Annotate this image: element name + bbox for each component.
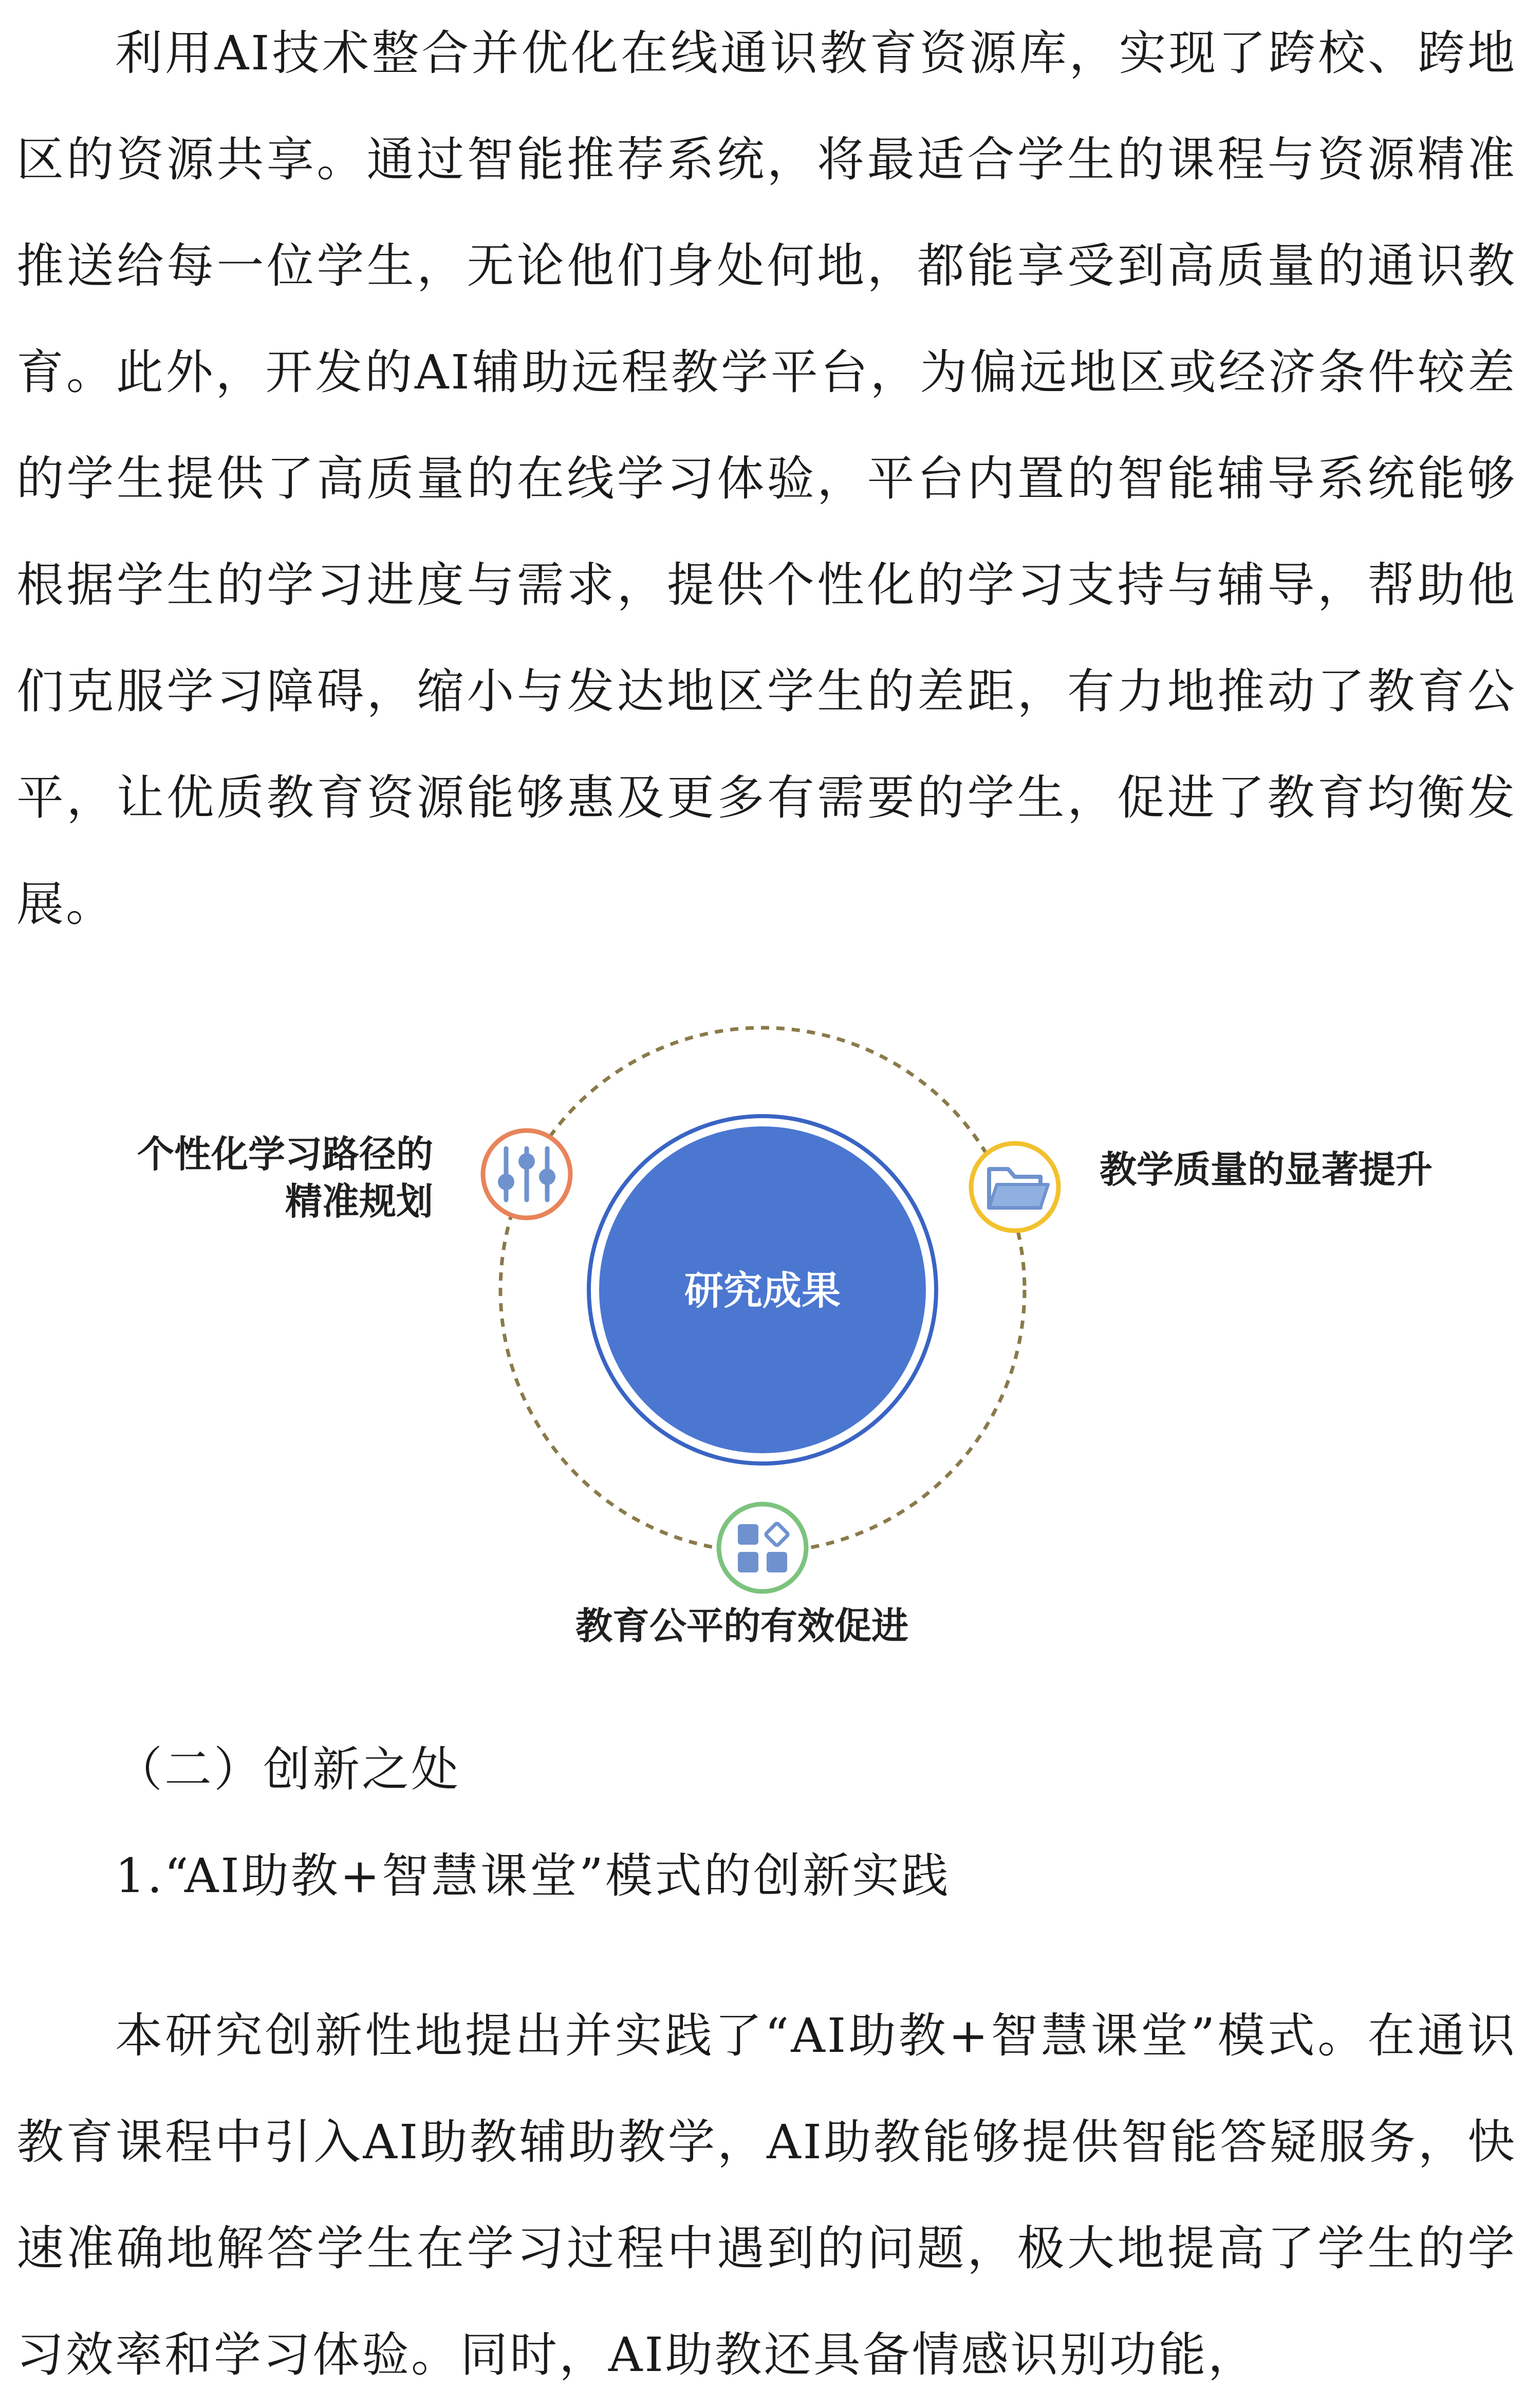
section-heading: （二）创新之处 bbox=[115, 1742, 461, 1797]
label-teaching-quality: 教学质量的显著提升 bbox=[1100, 1148, 1433, 1191]
body-paragraph-2: 本研究创新性地提出并实践了“AI助教+智慧课堂”模式。在通识教育课程中引入AI助教辅助教学，AI助教能够提供智能答疑服务，快速准确地解答学生在学习过程中遇到的问题，极大地提高了学生的学习效率和学习体验。同时，AI助教还具备情感识别功能， bbox=[16, 2008, 1517, 2382]
center-label: 研究成果 bbox=[684, 1268, 841, 1313]
label-personalized-learning-path bbox=[137, 1131, 433, 1225]
body-paragraph-1: 利用AI技术整合并优化在线通识教育资源库，实现了跨校、跨地区的资源共享。通过智能推荐系统，将最适合学生的课程与资源精准推送给每一位学生，无论他们身处何地，都能享受到高质量的通识教育。此外，开发的AI辅助远程教学平台，为偏远地区或经济条件较差的学生提供了高质量的在线学习体验，平台内置的智能辅导系统能够根据学生的学习进度与需求，提供个性化的学习支持与辅导，帮助他们克服学习障碍，缩小与发达地区学生的差距，有力地推动了教育公平，让优质教育资源能够惠及更多有需要的学生，促进了教育均衡发展。 bbox=[16, 26, 1517, 932]
app-grid-icon bbox=[719, 1504, 806, 1591]
research-results-diagram bbox=[0, 976, 1525, 1670]
sub-heading: 1.“AI助教+智慧课堂”模式的创新实践 bbox=[115, 1848, 951, 1903]
label-education-equity: 教育公平的有效促进 bbox=[575, 1604, 909, 1647]
diagram-graphic bbox=[0, 976, 1525, 1670]
folder-icon bbox=[971, 1143, 1058, 1231]
label-left-line-2: 精准规划 bbox=[285, 1180, 433, 1223]
label-left-line-1: 个性化学习路径的 bbox=[137, 1133, 433, 1176]
sliders-icon bbox=[483, 1131, 570, 1218]
